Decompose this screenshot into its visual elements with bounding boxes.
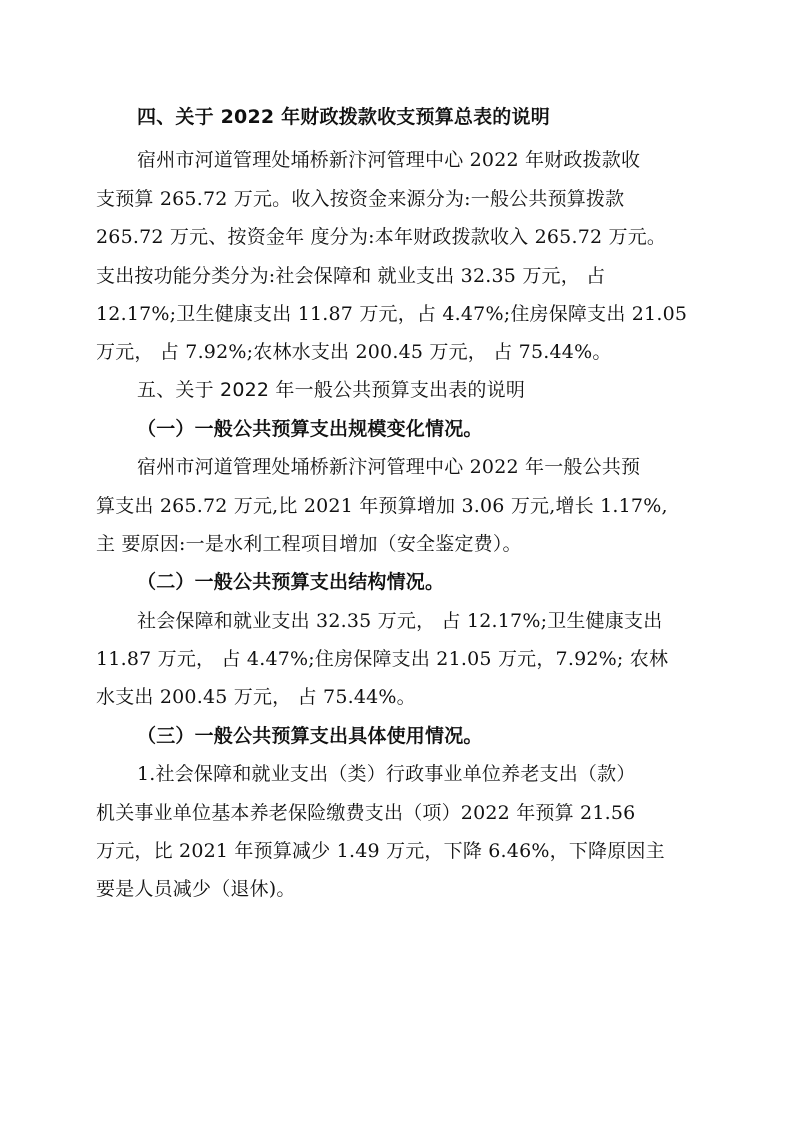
section-4-para-line-5: 12.17%;卫生健康支出 11.87 万元，占 4.47%;住房保障支出 21.05 bbox=[96, 303, 688, 325]
section-4-para-line-2: 支预算 265.72 万元。收入按资金来源分为:一般公共预算拨款 bbox=[96, 188, 625, 210]
section-5-3-para-line-4: 要是人员减少（退休)。 bbox=[96, 878, 296, 900]
section-5-3-para-line-3: 万元，比 2021 年预算减少 1.49 万元，下降 6.46%，下降原因主 bbox=[96, 840, 665, 862]
section-5-2-para-line-2: 11.87 万元， 占 4.47%;住房保障支出 21.05 万元，7.92%; 农林 bbox=[96, 648, 669, 670]
section-5-3-para-line-2: 机关事业单位基本养老保险缴费支出（项）2022 年预算 21.56 bbox=[96, 802, 636, 824]
section-4-para-line-6: 万元， 占 7.92%;农林水支出 200.45 万元， 占 75.44%。 bbox=[96, 341, 612, 363]
section-4-heading: 四、关于 2022 年财政拨款收支预算总表的说明 bbox=[137, 106, 550, 128]
section-5-2-para-line-3: 水支出 200.45 万元， 占 75.44%。 bbox=[96, 686, 416, 708]
section-5-1-heading: （一）一般公共预算支出规模变化情况。 bbox=[137, 418, 483, 440]
section-5-1-para-line-3: 主 要原因:一是水利工程项目增加（安全鉴定费）。 bbox=[96, 533, 522, 555]
section-5-1-para-line-2: 算支出 265.72 万元,比 2021 年预算增加 3.06 万元,增长 1.17%, bbox=[96, 495, 668, 517]
section-4-para-line-1: 宿州市河道管理处埇桥新汴河管理中心 2022 年财政拨款收 bbox=[137, 149, 641, 171]
section-5-heading: 五、关于 2022 年一般公共预算支出表的说明 bbox=[137, 379, 526, 401]
section-5-2-para-line-1: 社会保障和就业支出 32.35 万元， 占 12.17%;卫生健康支出 bbox=[137, 610, 663, 632]
section-5-2-heading: （二）一般公共预算支出结构情况。 bbox=[137, 571, 445, 593]
section-4-para-line-3: 265.72 万元、按资金年 度分为:本年财政拨款收入 265.72 万元。 bbox=[96, 226, 667, 248]
section-5-3-para-line-1: 1.社会保障和就业支出（类）行政事业单位养老支出（款） bbox=[137, 763, 636, 785]
section-5-3-heading: （三）一般公共预算支出具体使用情况。 bbox=[137, 725, 483, 747]
section-4-para-line-4: 支出按功能分类分为:社会保障和 就业支出 32.35 万元， 占 bbox=[96, 265, 606, 287]
section-5-1-para-line-1: 宿州市河道管理处埇桥新汴河管理中心 2022 年一般公共预 bbox=[137, 456, 641, 478]
